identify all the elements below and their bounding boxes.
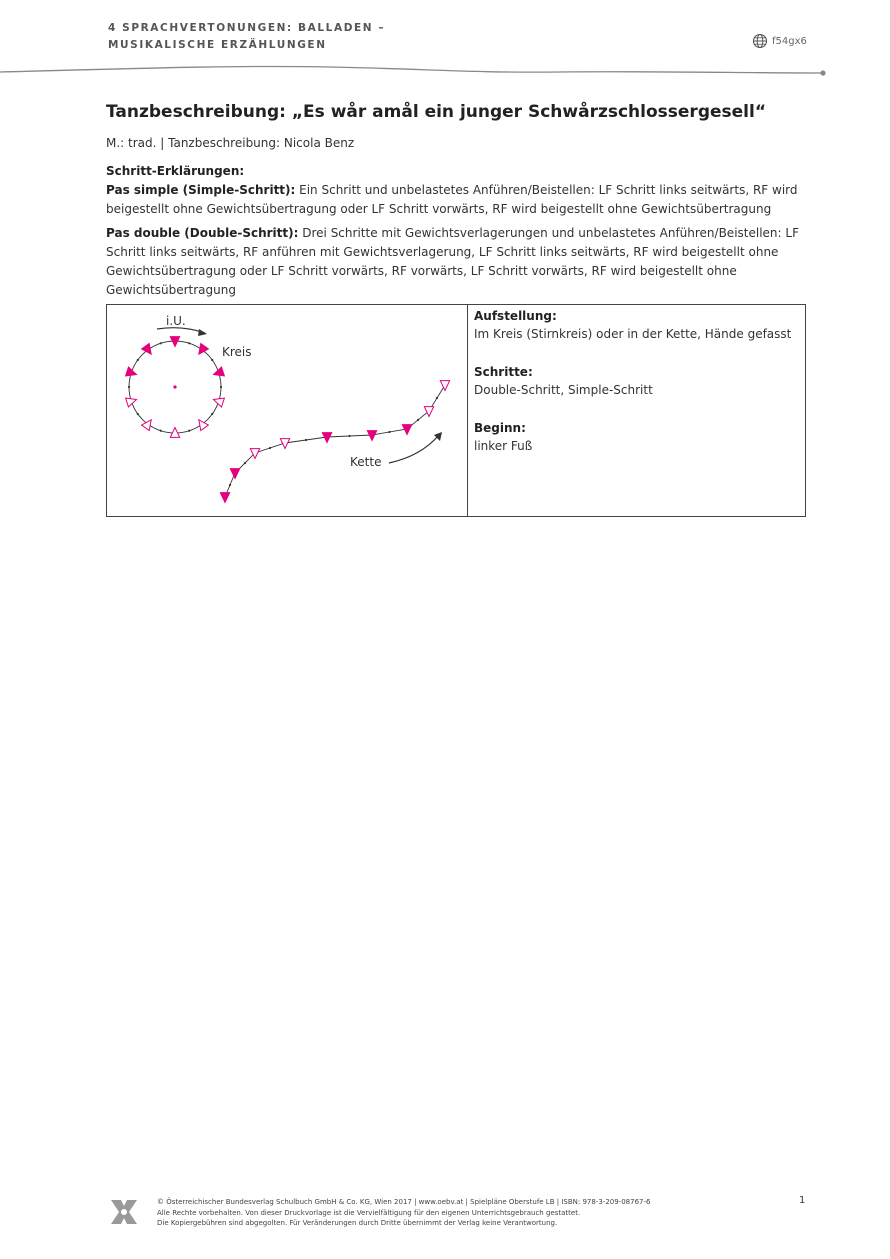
header-category-line2: MUSIKALISCHE ERZÄHLUNGEN	[108, 39, 327, 51]
aufstellung-text: Im Kreis (Stirnkreis) oder in der Kette, Hände gefasst	[474, 327, 792, 341]
hand-hold-dot	[160, 430, 162, 432]
hand-hold-dot	[211, 359, 213, 361]
dancer-marker	[214, 398, 225, 407]
hand-hold-dot	[188, 342, 190, 344]
dancer-marker	[126, 398, 137, 407]
dancer-marker	[199, 344, 209, 355]
chain-line	[225, 385, 445, 497]
hand-hold-dot	[305, 439, 307, 441]
dancer-marker	[440, 381, 449, 391]
dancer-marker	[424, 407, 433, 417]
footer-line1: © Österreichischer Bundesverlag Schulbuch GmbH & Co. KG, Wien 2017 | www.oebv.at | Spielpläne Oberstufe LB | ISBN: 978-3-209-08767-6	[157, 1198, 651, 1206]
hand-hold-dot	[128, 386, 130, 388]
direction-arrow-chain	[389, 435, 439, 463]
page-number: 1	[799, 1195, 806, 1206]
dancer-marker	[250, 449, 259, 459]
footer-line2: Alle Rechte vorbehalten. Von dieser Druckvorlage ist die Vervielfältigung für den eigenen Unterrichtsgebrauch gestattet.	[157, 1208, 581, 1217]
header-category	[108, 20, 385, 54]
credit-line: M.: trad. | Tanzbeschreibung: Nicola Benz	[106, 136, 355, 150]
box-divider	[467, 305, 468, 516]
hand-hold-dot	[229, 484, 231, 486]
dancer-marker	[142, 420, 152, 431]
dancer-marker	[220, 493, 229, 503]
dance-info-panel	[474, 307, 804, 455]
dancer-marker	[199, 420, 209, 431]
page-title: Tanzbeschreibung: „Es wår amål ein junger Schwårzschlossergesell“	[106, 102, 766, 122]
hand-hold-dot	[137, 359, 139, 361]
pas-double-text: Drei Schritte mit Gewichtsverlagerungen und unbelastetes Anführen/Beistellen: LF Schritt links seitwärts, RF anführen mit Gewichtsverlagerung, LF Schritt links seitwärts, RF wird beigestellt ohne Gewichtsübertragung oder LF Schritt vorwärts, RF vorwärts, LF Schritt vorwärts, RF wird beigestellt ohne Gewichtsübertragung	[106, 226, 799, 297]
publisher-logo-icon	[108, 1196, 140, 1228]
hand-hold-dot	[211, 413, 213, 415]
dance-info-box	[106, 304, 806, 517]
header-category-line1: 4 SPRACHVERTONUNGEN: BALLADEN –	[108, 22, 386, 34]
dancer-marker	[214, 367, 225, 376]
label-kreis: Kreis	[222, 345, 252, 359]
steps-double-section	[106, 224, 806, 300]
hand-hold-dot	[160, 342, 162, 344]
hand-hold-dot	[244, 462, 246, 464]
hand-hold-dot	[269, 447, 271, 449]
chain-formation	[220, 381, 449, 503]
dancer-marker	[142, 344, 152, 355]
footer-copyright	[157, 1197, 650, 1229]
label-iu: i.U.	[166, 314, 186, 328]
pas-simple-label: Pas simple (Simple-Schritt):	[106, 183, 296, 197]
aufstellung-label: Aufstellung:	[474, 309, 557, 323]
hand-hold-dot	[388, 431, 390, 433]
steps-heading: Schritt-Erklärungen:	[106, 164, 245, 178]
header-divider	[0, 60, 890, 80]
footer-line3: Die Kopiergebühren sind abgegolten. Für Veränderungen durch Dritte übernimmt der Verlag keine Verantwortung.	[157, 1219, 558, 1227]
header-code-text: f54gx6	[772, 35, 807, 47]
pas-double-label: Pas double (Double-Schritt):	[106, 226, 299, 240]
direction-arrow-circle	[157, 328, 205, 333]
header-code[interactable]	[752, 33, 807, 49]
schritte-text: Double-Schritt, Simple-Schritt	[474, 383, 653, 397]
schritte-label: Schritte:	[474, 365, 533, 379]
hand-hold-dot	[348, 435, 350, 437]
steps-simple-section	[106, 162, 806, 219]
hand-hold-dot	[417, 419, 419, 421]
hand-hold-dot	[137, 413, 139, 415]
dancer-marker	[126, 367, 137, 376]
formation-diagram	[107, 305, 467, 516]
dancer-marker	[280, 439, 289, 449]
globe-icon	[752, 33, 768, 49]
beginn-label: Beginn:	[474, 421, 526, 435]
hand-hold-dot	[188, 430, 190, 432]
beginn-text: linker Fuß	[474, 439, 533, 453]
label-kette: Kette	[350, 455, 382, 469]
direction-arrow-circle-head	[198, 329, 207, 336]
dancer-marker	[230, 469, 239, 479]
hand-hold-dot	[436, 397, 438, 399]
circle-center-dot	[173, 385, 176, 388]
pas-simple-text: Ein Schritt und unbelastetes Anführen/Beistellen: LF Schritt links seitwärts, RF wird beigestellt ohne Gewichtsübertragung oder LF Schritt vorwärts, RF wird beigestellt ohne Gewichtsübertragung	[106, 183, 798, 216]
hand-hold-dot	[220, 386, 222, 388]
